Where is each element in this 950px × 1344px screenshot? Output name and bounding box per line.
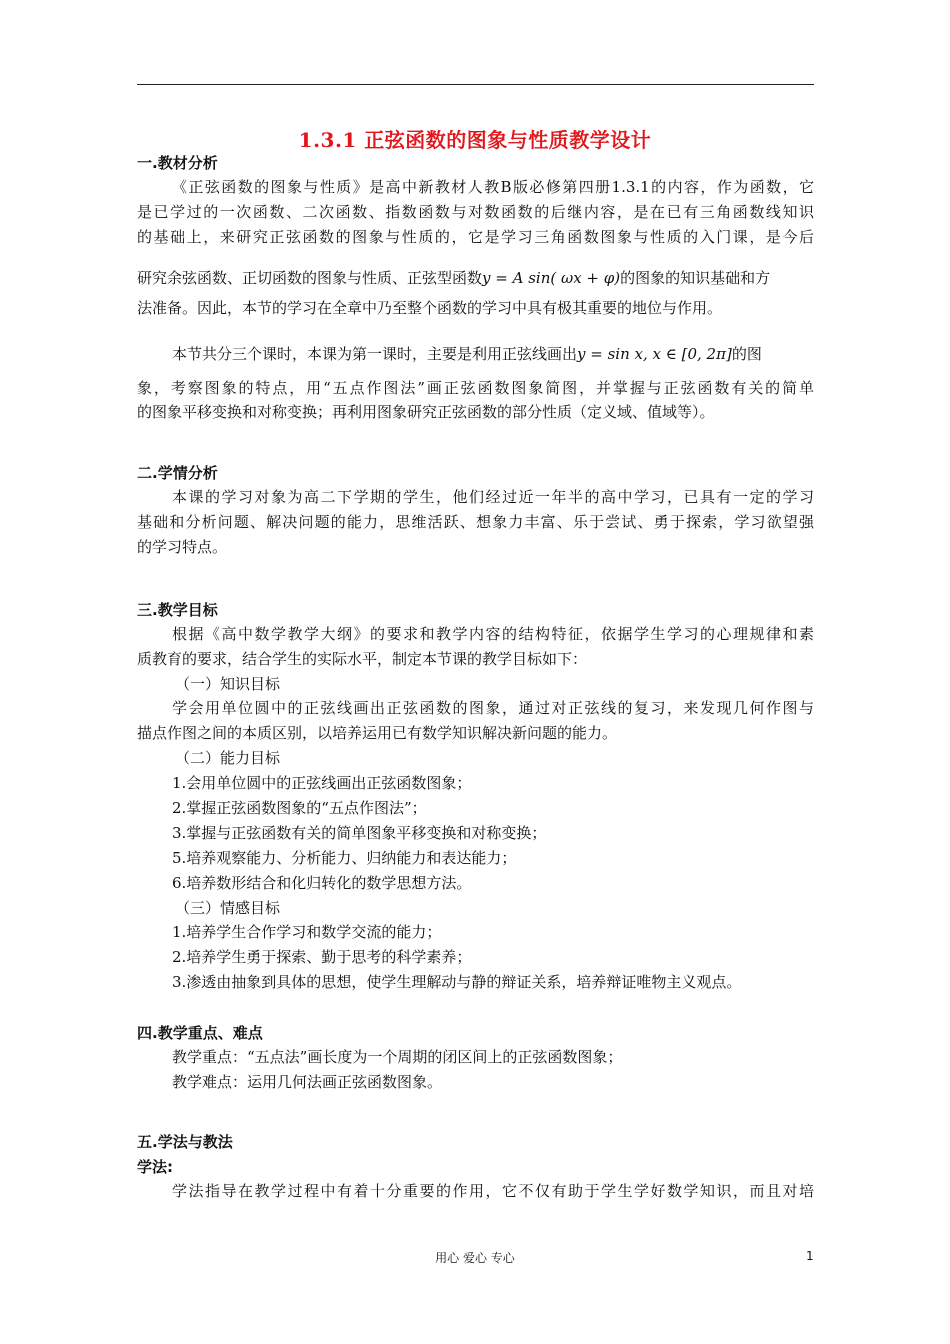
paragraph-line: 根据《高中数学教学大纲》的要求和教学内容的结构特征，依据学生学习的心理规律和素 [172,625,814,643]
text-span: 研究余弦函数、正切函数的图象与性质、正弦型函数 [137,269,483,287]
text-span: 的图象的知识基础和方 [620,269,771,287]
formula-sine-domain: y = sin x, x ∈ [0, 2π] [577,345,732,363]
paragraph-line: 是已学过的一次函数、二次函数、指数函数与对数函数的后继内容，是在已有三角函数线知识 [137,203,814,221]
paragraph-line: 的图象平移变换和对称变换；再利用图象研究正弦函数的部分性质（定义域、值域等）。 [137,403,715,421]
paragraph-line: 的学习特点。 [137,538,228,556]
paragraph-line: 学法指导在教学过程中有着十分重要的作用，它不仅有助于学生学好数学知识，而且对培 [172,1182,814,1200]
subheading-knowledge: （一）知识目标 [175,675,281,693]
list-item: 1.培养学生合作学习和数学交流的能力； [172,923,442,941]
paragraph-line: 本课的学习对象为高二下学期的学生，他们经过近一年半的高中学习，已具有一定的学习 [172,488,814,506]
paragraph-line: 教学重点：“五点法”画长度为一个周期的闭区间上的正弦函数图象； [172,1048,623,1066]
page-number: 1 [806,1249,814,1263]
paragraph-line: 的基础上，来研究正弦函数的图象与性质的，它是学习三角函数图象与性质的入门课，是今后 [137,228,814,246]
section-heading-3: 三.教学目标 [137,601,218,619]
text-span: 的图 [731,345,762,363]
subheading-ability: （二）能力目标 [175,749,281,767]
page-title: 1.3.1 正弦函数的图象与性质教学设计 [298,128,652,152]
section-heading-4: 四.教学重点、难点 [137,1024,263,1042]
list-item: 2.掌握正弦函数图象的“五点作图法”； [172,799,427,817]
list-item: 2.培养学生勇于探索、勤于思考的科学素养； [172,948,472,966]
paragraph-line: 教学难点：运用几何法画正弦函数图象。 [172,1073,443,1091]
list-item: 3.掌握与正弦函数有关的简单图象平移变换和对称变换； [172,824,547,842]
header-rule [137,84,814,85]
list-item: 5.培养观察能力、分析能力、归纳能力和表达能力； [172,849,517,867]
section-heading-1: 一.教材分析 [137,154,218,172]
text-span: 本节共分三个课时，本课为第一课时，主要是利用正弦线画出 [172,345,578,363]
paragraph-line: 法准备。因此，本节的学习在全章中乃至整个函数的学习中具有极其重要的地位与作用。 [137,299,723,317]
paragraph-line: 《正弦函数的图象与性质》是高中新教材人教B版必修第四册1.3.1的内容，作为函数，它 [172,178,814,196]
page-footer: 用心 爱心 专心 [435,1251,515,1265]
section-heading-5: 五.学法与教法 [137,1133,233,1151]
paragraph-line: 描点作图之间的本质区别，以培养运用已有数学知识解决新问题的能力。 [137,724,618,742]
formula-general-sine: y = A sin( ωx + φ) [482,269,621,287]
paragraph-line: 基础和分析问题、解决问题的能力，思维活跃、想象力丰富、乐于尝试、勇于探索，学习欲望强 [137,513,814,531]
subheading-emotion: （三）情感目标 [175,899,281,917]
paragraph-line-with-formula [172,344,852,364]
paragraph-line: 质教育的要求，结合学生的实际水平，制定本节课的教学目标如下： [137,650,588,668]
paragraph-line-with-formula [137,268,817,288]
list-item: 1.会用单位圆中的正弦线画出正弦函数图象； [172,774,472,792]
subheading-study-method: 学法: [137,1158,173,1176]
list-item: 6.培养数形结合和化归转化的数学思想方法。 [172,874,472,892]
list-item: 3.渗透由抽象到具体的思想，使学生理解动与静的辩证关系，培养辩证唯物主义观点。 [172,973,742,991]
section-heading-2: 二.学情分析 [137,464,218,482]
paragraph-line: 学会用单位圆中的正弦线画出正弦函数的图象，通过对正弦线的复习，来发现几何作图与 [172,699,814,717]
paragraph-line: 象，考察图象的特点，用“五点作图法”画正弦函数图象简图，并掌握与正弦函数有关的简单 [137,379,814,397]
